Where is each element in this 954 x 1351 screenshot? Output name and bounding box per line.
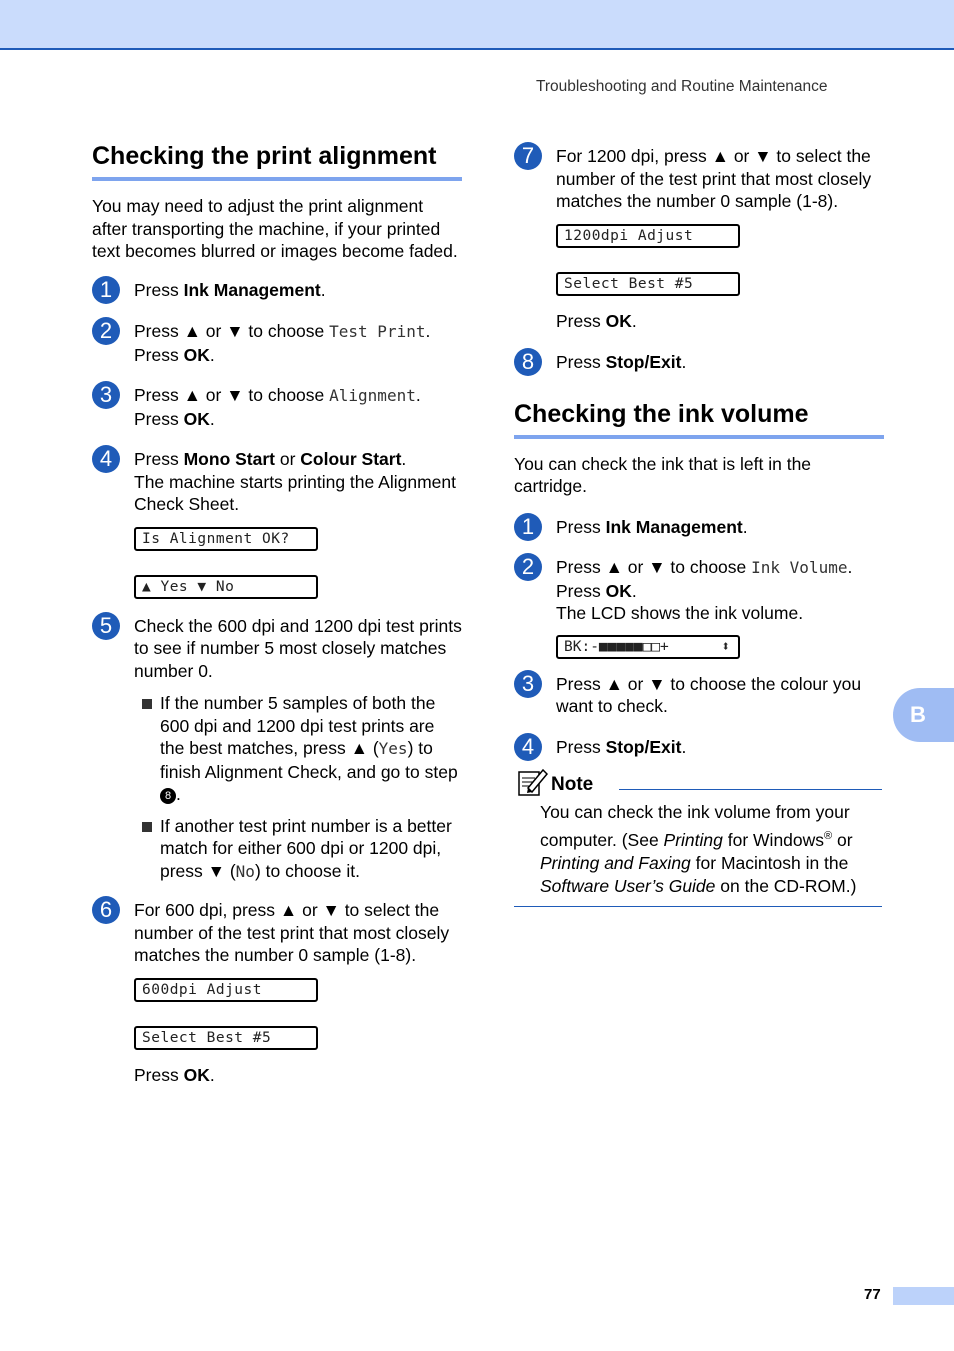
note-pencil-icon: [516, 766, 548, 798]
lcd-display: Is Alignment OK?: [134, 527, 318, 551]
lcd-display: 1200dpi Adjust: [556, 224, 740, 248]
step-7: 7 For 1200 dpi, press ▲ or ▼ to select the number of the test print that most closely matches the number 0 sample (1-8). 1200dpi Adjust Select Best #5 Press OK.: [514, 145, 884, 332]
note-text: You can check the ink volume from your computer. (See Printing for Windows® or Printing and Faxing for Macintosh in the Software User’s Guide on the CD-ROM.): [540, 802, 857, 897]
section-heading-ink-volume: Checking the ink volume: [514, 400, 884, 439]
up-down-arrow-icon: ⬍: [721, 638, 730, 655]
step-2-ink: 2 Press ▲ or ▼ to choose Ink Volume. Press OK. The LCD shows the ink volume. BK:-■■■■■□□+ ⬍: [514, 556, 884, 659]
bullet-square-icon: [142, 822, 152, 832]
step-2: 2 Press ▲ or ▼ to choose Test Print. Press OK.: [92, 320, 462, 366]
step-number-badge: 3: [92, 381, 120, 409]
step-number-badge: 7: [514, 142, 542, 170]
intro-paragraph: You can check the ink that is left in the cartridge.: [514, 453, 812, 496]
step-number-badge: 1: [514, 513, 542, 541]
step-1: 1 Press Ink Management.: [92, 279, 462, 302]
bullet-square-icon: [142, 699, 152, 709]
lcd-display: ▲ Yes ▼ No: [134, 575, 318, 599]
step-number-badge: 6: [92, 896, 120, 924]
step-number-badge: 3: [514, 670, 542, 698]
list-item: If the number 5 samples of both the 600 dpi and 1200 dpi test prints are the best matches, press ▲ (Yes) to finish Alignment Check, and go to step 8 .: [134, 692, 462, 806]
left-column: [92, 142, 462, 1086]
header-bar: [0, 0, 954, 50]
step-number-badge: 4: [92, 445, 120, 473]
step-8: 8 Press Stop/Exit.: [514, 351, 884, 374]
step-number-badge: 2: [92, 317, 120, 345]
lcd-display: Select Best #5: [134, 1026, 318, 1050]
note-title: Note: [551, 774, 594, 795]
step-number-badge: 4: [514, 733, 542, 761]
step-number-badge: 8: [514, 348, 542, 376]
step-3: 3 Press ▲ or ▼ to choose Alignment. Press OK.: [92, 384, 462, 430]
ink-volume-lcd: BK:-■■■■■□□+ ⬍: [556, 635, 740, 659]
step-reference-icon: 8: [160, 788, 176, 804]
step-5: 5 Check the 600 dpi and 1200 dpi test prints to see if number 5 most closely matches number 0. If the number 5 samples of both the 600 dpi and 1200 dpi test prints are the best matches, press ▲ (Yes) to finish Alignment Check, and go to step 8 . If another test print number is a better match for either 600 dpi or 1200 dpi, press ▼ (No) to choose it.: [92, 615, 462, 884]
step-3-ink: 3 Press ▲ or ▼ to choose the colour you want to check.: [514, 673, 884, 718]
page-number: 77: [864, 1286, 881, 1303]
footer-bar: [893, 1287, 954, 1305]
chapter-tab: B: [893, 688, 954, 742]
step-4-ink: 4 Press Stop/Exit.: [514, 736, 884, 759]
step-number-badge: 1: [92, 276, 120, 304]
right-column: [514, 142, 884, 758]
step-number-badge: 2: [514, 553, 542, 581]
step-6: 6 For 600 dpi, press ▲ or ▼ to select the number of the test print that most closely matches the number 0 sample (1-8). 600dpi Adjust Select Best #5 Press OK.: [92, 899, 462, 1086]
option-list: [134, 692, 462, 883]
note-rule: [619, 789, 882, 790]
step-1-ink: 1 Press Ink Management.: [514, 516, 884, 539]
note-bottom-rule: [514, 906, 882, 907]
running-title: Troubleshooting and Routine Maintenance: [536, 78, 828, 95]
lcd-display: Select Best #5: [556, 272, 740, 296]
step-4: 4 Press Mono Start or Colour Start. The machine starts printing the Alignment Check Sheet. Is Alignment OK? ▲ Yes ▼ No: [92, 448, 462, 599]
list-item: If another test print number is a better match for either 600 dpi or 1200 dpi, press ▼ (No) to choose it.: [134, 815, 462, 884]
section-heading-alignment: Checking the print alignment: [92, 142, 462, 181]
lcd-display: 600dpi Adjust: [134, 978, 318, 1002]
step-number-badge: 5: [92, 612, 120, 640]
intro-paragraph: You may need to adjust the print alignment after transporting the machine, if your printed text becomes blurred or images become faded.: [92, 196, 458, 261]
